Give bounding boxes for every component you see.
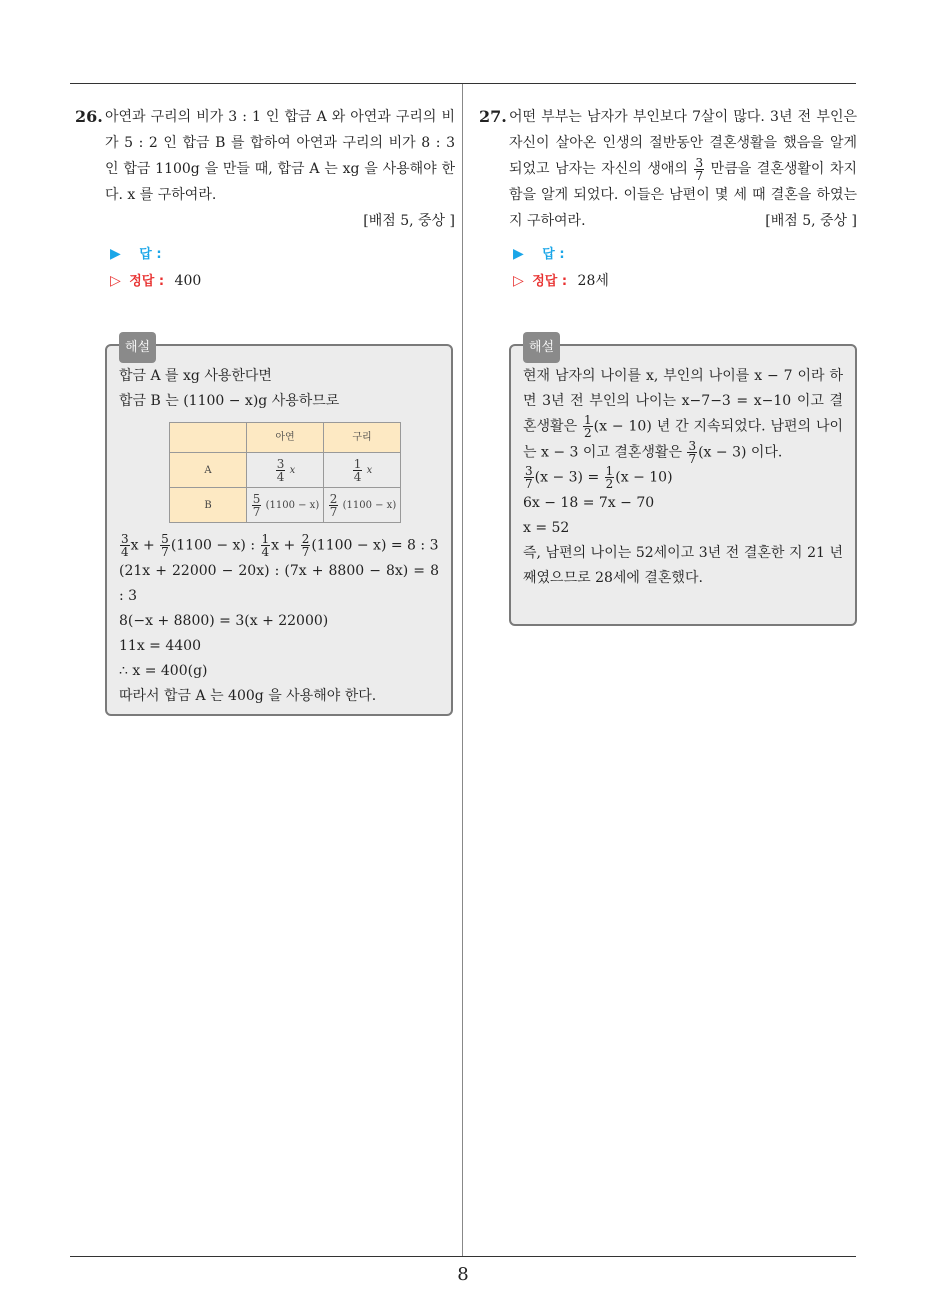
correct-answer-27 [513,270,609,290]
table-header-copper: 구리 [324,423,401,453]
table-row-label-a: A [170,453,247,488]
solution-paragraph: 현재 남자의 나이를 x, 부인의 나이를 x − 7 이라 하면 3년 전 부인의 나이는 x−7−3 = x−10 이고 결혼생활은 $\frac{1}{2}$ (x − 10) 년 간 지속되었다. 남편의 나이는 x − 3 이고 결혼생활은 $\frac{3}{7}$ (x − 3) 이다. [523,368,843,466]
equation-line: 8(−x + 8800) = 3(x + 22000) [119,612,329,629]
ratio-table [169,422,401,523]
top-rule [70,83,856,84]
solution-conclusion: 따라서 합금 A 는 400g 을 사용해야 한다. [119,687,377,704]
triangle-outline-icon: ▷ [110,273,121,289]
play-icon: ▶ [513,246,524,262]
fraction: $\frac{5}{7}$ [161,532,169,559]
equation-line: $\frac{3}{4}$ x + $\frac{5}{7}$ (1100 − x) : $\frac{1}{4}$ x + $\frac{2}{7}$ (1100 − x) = 8 : 3 [121,532,439,559]
problem-26 [75,104,455,234]
problem-text: 아연과 구리의 비가 3 : 1 인 합금 A 와 아연과 구리의 비가 5 : 2 인 합금 B 를 합하여 아연과 구리의 비가 8 : 3 인 합금 1100g 을 만들 때, 합금 A 는 xg 을 사용해야 한다. x 를 구하여라. [105,109,455,203]
score-label: [배점 5, 중상 ] [363,213,455,229]
equation-line: 11x = 4400 [119,637,201,654]
fraction: $\frac{3}{4}$ [121,532,129,559]
fraction: $\frac{2}{7}$ [329,491,338,519]
equation-line: (21x + 22000 − 20x) : (7x + 8800 − 8x) = 8 : 3 [119,562,439,604]
fraction: $\frac{3}{4}$ [276,456,285,484]
fraction: $\frac{2}{7}$ [301,532,310,559]
problem-27 [479,104,858,234]
correct-label: 정답 : [129,274,165,289]
answer-line-26 [110,243,162,262]
correct-label: 정답 : [532,274,568,289]
correct-value: 28세 [577,273,609,289]
answer-line-27 [513,243,565,262]
answer-label: 답 : [139,247,162,262]
table-cell: $\frac{2}{7}$ (1100 − x) [324,488,401,523]
fraction: $\frac{5}{7}$ [252,491,261,519]
solution-line: 합금 A 를 xg 사용한다면 [119,368,272,384]
solution-tab: 해설 [523,332,560,363]
column-divider [462,84,463,1256]
equation-line: ∴ x = 400(g) [119,662,208,679]
play-icon: ▶ [110,246,121,262]
fraction: $\frac{3}{7}$ [688,438,697,466]
fraction: $\frac{1}{2}$ [605,464,614,491]
equation-line: $\frac{3}{7}$ (x − 3) = $\frac{1}{2}$ (x − 10) [525,464,673,491]
solution-box-27 [509,340,857,626]
table-header-zinc: 아연 [247,423,324,453]
table-cell: $\frac{5}{7}$ (1100 − x) [247,488,324,523]
problem-number: 27. [479,107,507,126]
page-number: 8 [457,1264,469,1285]
solution-box-26 [105,340,453,716]
equation-line: 6x − 18 = 7x − 70 [523,494,655,511]
fraction: $\frac{1}{4}$ [261,532,270,559]
table-row-label-b: B [170,488,247,523]
fraction: $\frac{1}{2}$ [584,413,592,440]
table-cell: $\frac{1}{4}$ x [324,453,401,488]
correct-answer-26 [110,270,201,289]
bottom-rule [70,1256,856,1257]
fraction: $\frac{1}{4}$ [353,456,362,484]
triangle-outline-icon: ▷ [513,273,524,289]
solution-conclusion: 즉, 남편의 나이는 52세이고 3년 전 결혼한 지 21 년째였으므로 28세에 결혼했다. [523,544,843,586]
score-label: [배점 5, 중상 ] [765,213,857,229]
problem-number: 26. [75,107,103,126]
correct-value: 400 [174,273,202,289]
equation-line: x = 52 [523,519,570,536]
answer-label: 답 : [542,247,565,262]
fraction: $\frac{3}{7}$ [525,464,533,491]
table-cell: $\frac{3}{4}$ x [247,453,324,488]
solution-line: 합금 B 는 (1100 − x)g 사용하므로 [119,393,340,409]
fraction: $\frac{3}{7}$ [695,155,704,183]
solution-tab: 해설 [119,332,156,363]
problem-text: 어떤 부부는 남자가 부인보다 7살이 많다. 3년 전 부인은 자신이 살아온 인생의 절반동안 결혼생활을 했음을 알게 되었고 남자는 자신의 생애의 $\frac{3}{7}$ 만큼을 결혼생활이 차지함을 알게 되었다. 이들은 남편이 몇 세 때 결혼을 하였는지 구하여라. [509,109,858,229]
table-corner [170,423,247,453]
